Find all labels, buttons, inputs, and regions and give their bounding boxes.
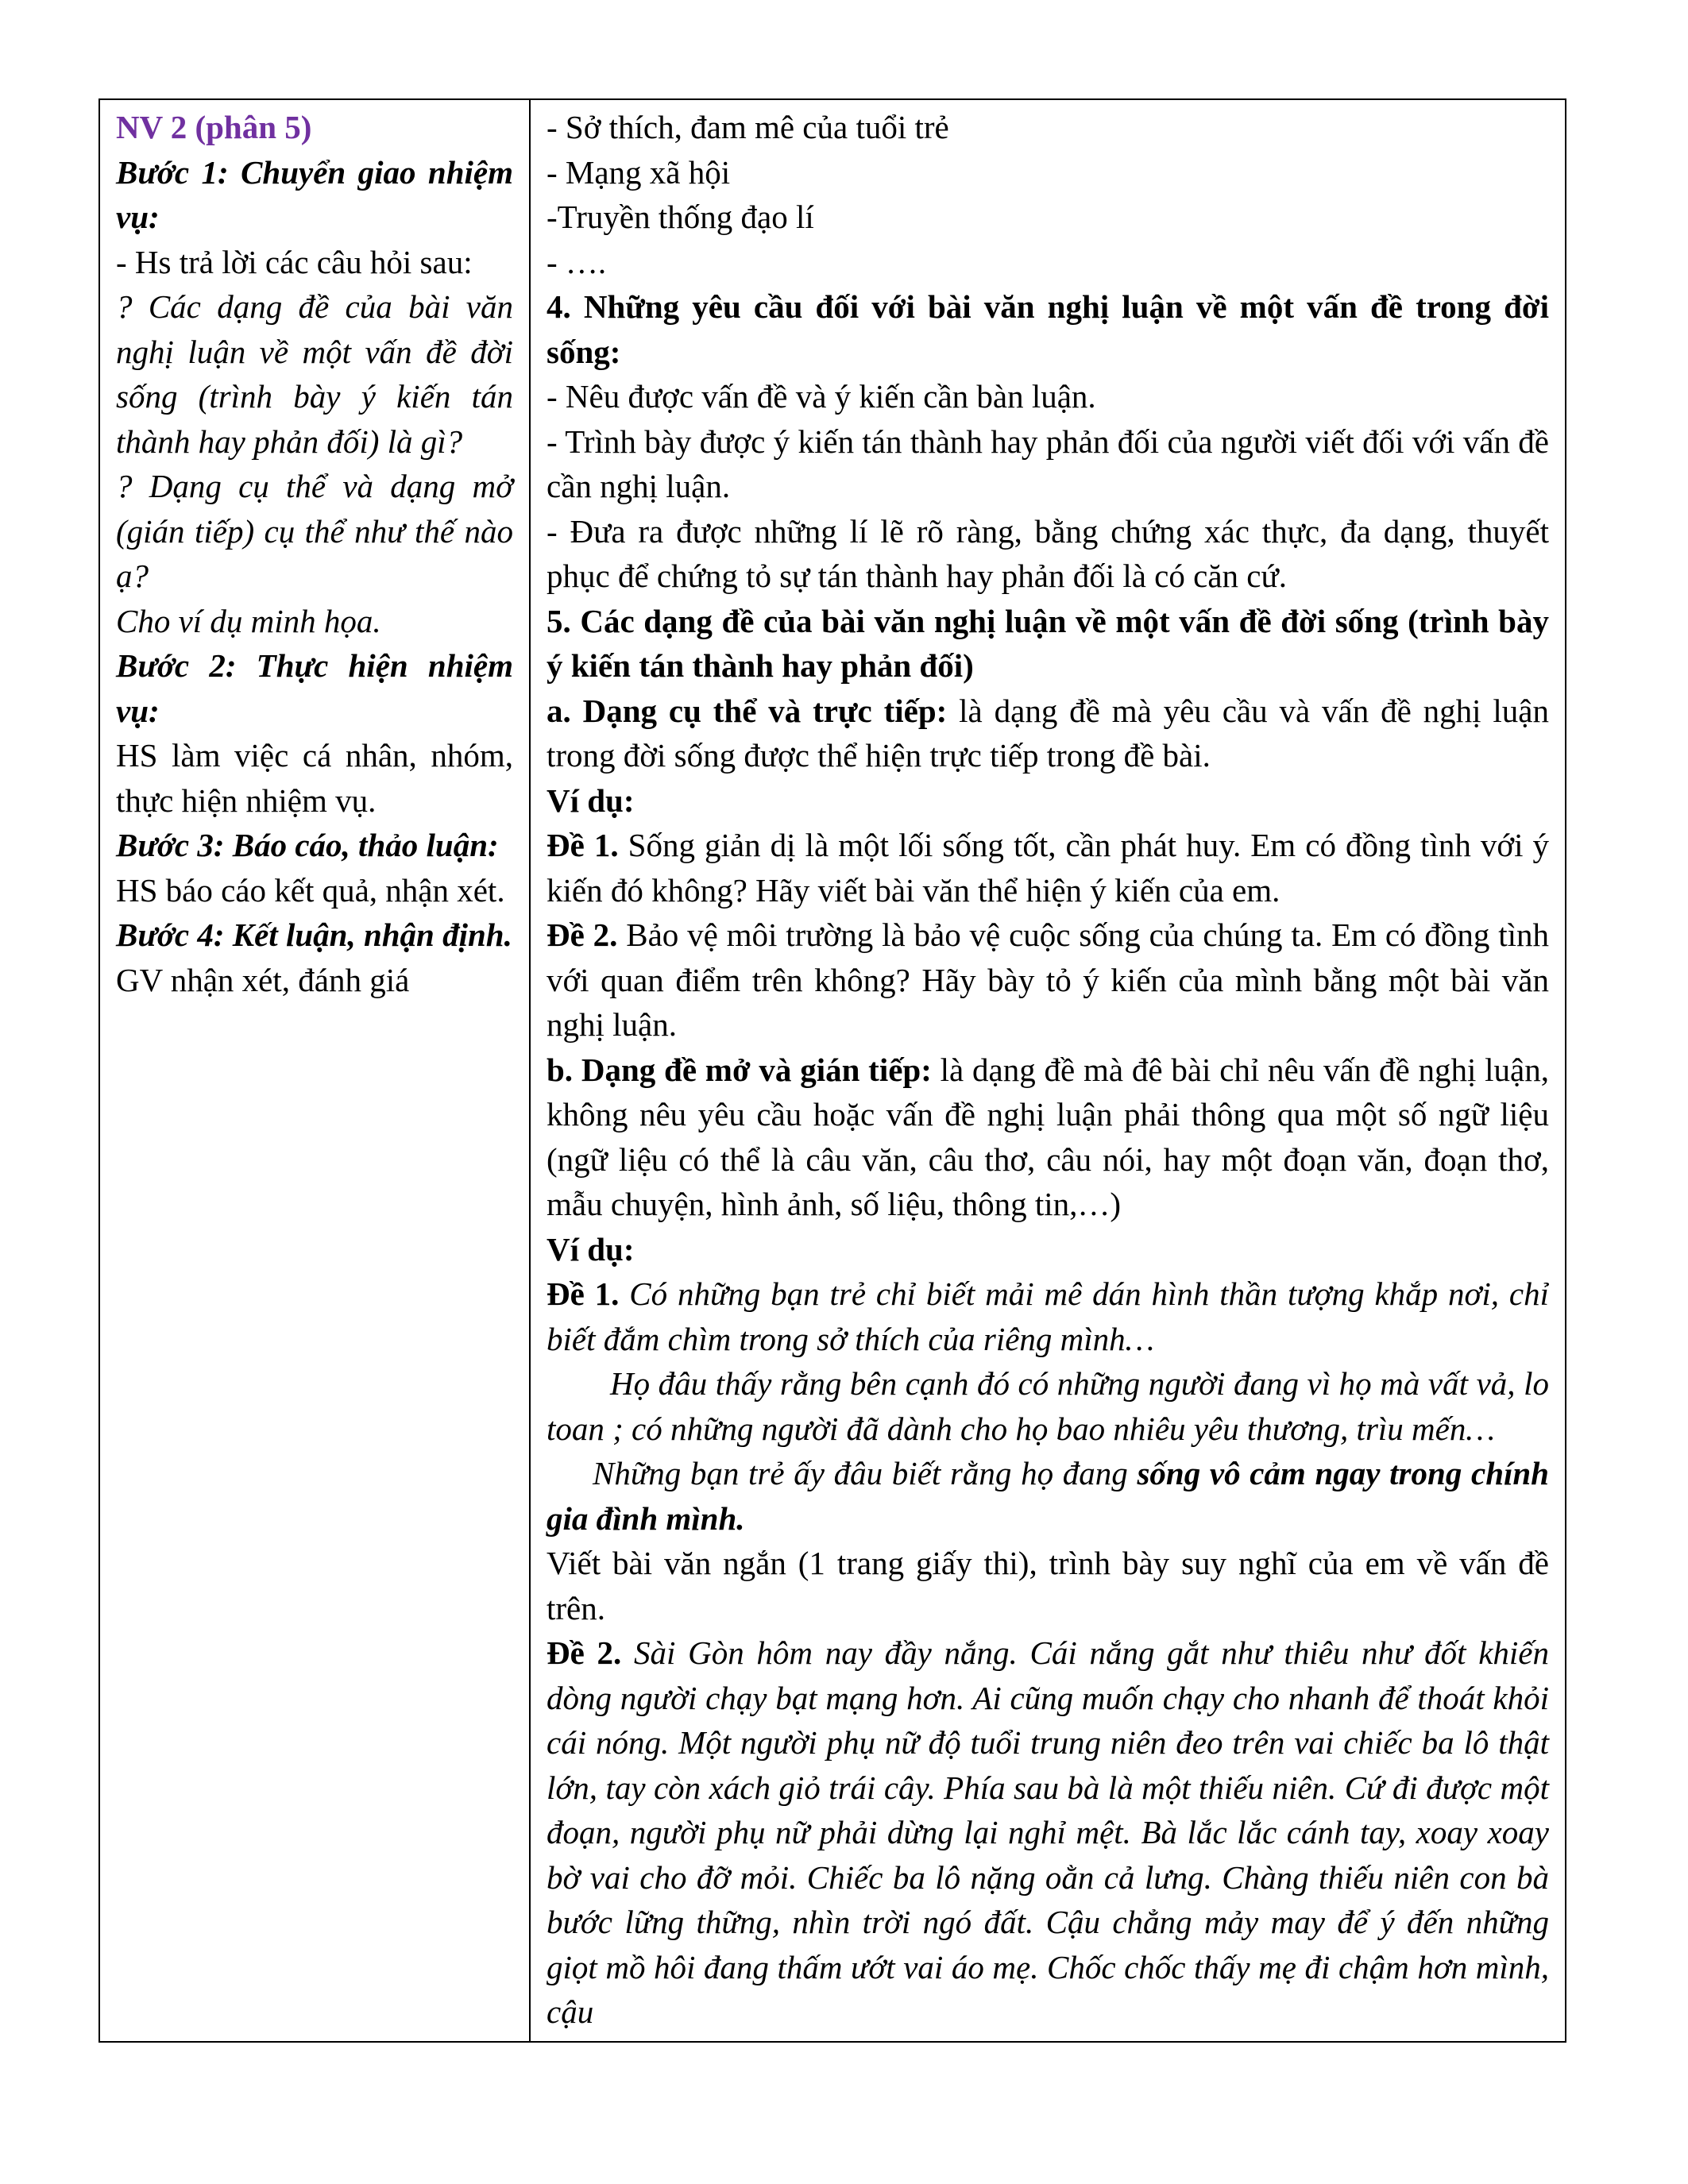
list-item: -Truyền thống đạo lí	[547, 199, 814, 235]
de-label: Đề 2.	[547, 1634, 622, 1671]
type-b-label: b. Dạng đề mở và gián tiếp:	[547, 1051, 932, 1088]
de-label: Đề 1.	[547, 827, 619, 863]
example-a-2	[547, 913, 1549, 1048]
example-b-2	[547, 1630, 1549, 2035]
section-4-heading: 4. Những yêu cầu đối với bài văn nghị luận về một vấn đề trong đời sống:	[547, 288, 1549, 370]
list-item: - ….	[547, 243, 607, 280]
type-a-label: a. Dạng cụ thể và trực tiếp:	[547, 692, 948, 729]
example-b-1-task: Viết bài văn ngắn (1 trang giấy thi), trình bày suy nghĩ của em về vấn đề trên.	[547, 1545, 1549, 1626]
list-item: - Mạng xã hội	[547, 153, 731, 191]
de-emphasis: sống vô cảm ngay trong chính gia đình mình.	[547, 1455, 1549, 1537]
task-title: NV 2 (phân 5)	[116, 109, 312, 145]
requirement-item: - Đưa ra được những lí lẽ rõ ràng, bằng chứng xác thực, đa dạng, thuyết phục để chứng tỏ sự tán thành hay phản đối là có căn cứ.	[547, 512, 1549, 594]
de-text: Những bạn trẻ ấy đâu biết rằng họ đang	[593, 1455, 1138, 1491]
step1-intro: - Hs trả lời các câu hỏi sau:	[116, 243, 473, 280]
table-row	[99, 99, 1566, 2042]
example-label: Ví dụ:	[547, 781, 635, 819]
type-a-text: là dạng đề mà yêu cầu và vấn đề nghị luận trong đời sống được thể hiện trực tiếp trong đề bài.	[547, 692, 1549, 774]
de-label: Đề 1.	[547, 1275, 620, 1312]
de-text: Sống giản dị là một lối sống tốt, cần phát huy. Em có đồng tình với ý kiến đó không? Hãy viết bài văn thể hiện ý kiến của em.	[547, 827, 1550, 909]
requirement-item: - Nêu được vấn đề và ý kiến cần bàn luận.	[547, 378, 1096, 415]
example-label: Ví dụ:	[547, 1230, 635, 1268]
example-a-1	[547, 823, 1549, 913]
de-text: Có những bạn trẻ chỉ biết mải mê dán hình thần tượng khắp nơi, chỉ biết đắm chìm trong sở thích của riêng mình…	[547, 1275, 1549, 1357]
example-b-1-paragraph-3	[547, 1451, 1549, 1541]
example-b-1	[547, 1271, 1549, 1361]
section-5-heading: 5. Các dạng đề của bài văn nghị luận về một vấn đề đời sống (trình bày ý kiến tán thành hay phản đối)	[547, 602, 1549, 684]
lesson-table	[98, 98, 1566, 2043]
content-column	[530, 99, 1566, 2042]
step4-text: GV nhận xét, đánh giá	[116, 961, 410, 998]
de-text: Sài Gòn hôm nay đầy nắng. Cái nắng gắt như thiêu như đốt khiến dòng người chạy bạt mạng hơn. Ai cũng muốn chạy cho nhanh để thoát khỏi cái nóng. Một người phụ nữ độ tuổi trung niên đeo trên vai chiếc ba lô thật lớn, tay còn xách giỏ trái cây. Phía sau bà là một thiếu niên. Cứ đi được một đoạn, người phụ nữ phải dừng lại nghỉ mệt. Bà lắc lắc cánh tay, xoay xoay bờ vai cho đỡ mỏi. Chiếc ba lô nặng oằn cả lưng. Chàng thiếu niên con bà bước lững thững, nhìn trời ngó đất. Cậu chẳng mảy may để ý đến những giọt mồ hôi đang thấm ướt vai áo mẹ. Chốc chốc thấy mẹ đi chậm hơn mình, cậu	[547, 1634, 1550, 2030]
de-text: Bảo vệ môi trường là bảo vệ cuộc sống của chúng ta. Em có đồng tình với quan điểm trên không? Hãy bày tỏ ý kiến của mình bằng một bài văn nghị luận.	[547, 916, 1550, 1043]
activity-column	[99, 99, 530, 2042]
step1-question-3: Cho ví dụ minh họa.	[116, 602, 381, 639]
requirement-item: - Trình bày được ý kiến tán thành hay phản đối của người viết đối với vấn đề cần nghị luận.	[547, 423, 1549, 504]
de-label: Đề 2.	[547, 916, 618, 953]
type-b-text: là dạng đề mà đê bài chỉ nêu vấn đề nghị luận, không nêu yêu cầu hoặc vấn đề nghị luận phải thông qua một số ngữ liệu (ngữ liệu có thể là câu văn, câu thơ, câu nói, hay một đoạn văn, đoạn thơ, mẫu chuyện, hình ảnh, số liệu, thông tin,…)	[547, 1051, 1549, 1222]
step1-heading: Bước 1: Chuyển giao nhiệm vụ:	[116, 153, 513, 235]
step3-heading: Bước 3: Báo cáo, thảo luận:	[116, 827, 499, 863]
step1-question-2: ? Dạng cụ thể và dạng mở (gián tiếp) cụ thể như thế nào ạ?	[116, 468, 513, 594]
example-b-1-paragraph-2: Họ đâu thấy rằng bên cạnh đó có những người đang vì họ mà vất vả, lo toan ; có những người đã dành cho họ bao nhiêu yêu thương, trìu mến…	[547, 1365, 1549, 1447]
step2-text: HS làm việc cá nhân, nhóm, thực hiện nhiệm vụ.	[116, 737, 513, 819]
step1-question-1: ? Các dạng đề của bài văn nghị luận về một vấn đề đời sống (trình bày ý kiến tán thành hay phản đối) là gì?	[116, 288, 513, 460]
step4-heading: Bước 4: Kết luận, nhận định.	[116, 916, 512, 953]
step2-heading: Bước 2: Thực hiện nhiệm vụ:	[116, 647, 513, 729]
step3-text: HS báo cáo kết quả, nhận xét.	[116, 871, 505, 909]
list-item: - Sở thích, đam mê của tuổi trẻ	[547, 109, 949, 145]
type-b-paragraph	[547, 1048, 1549, 1227]
type-a-paragraph	[547, 689, 1549, 778]
